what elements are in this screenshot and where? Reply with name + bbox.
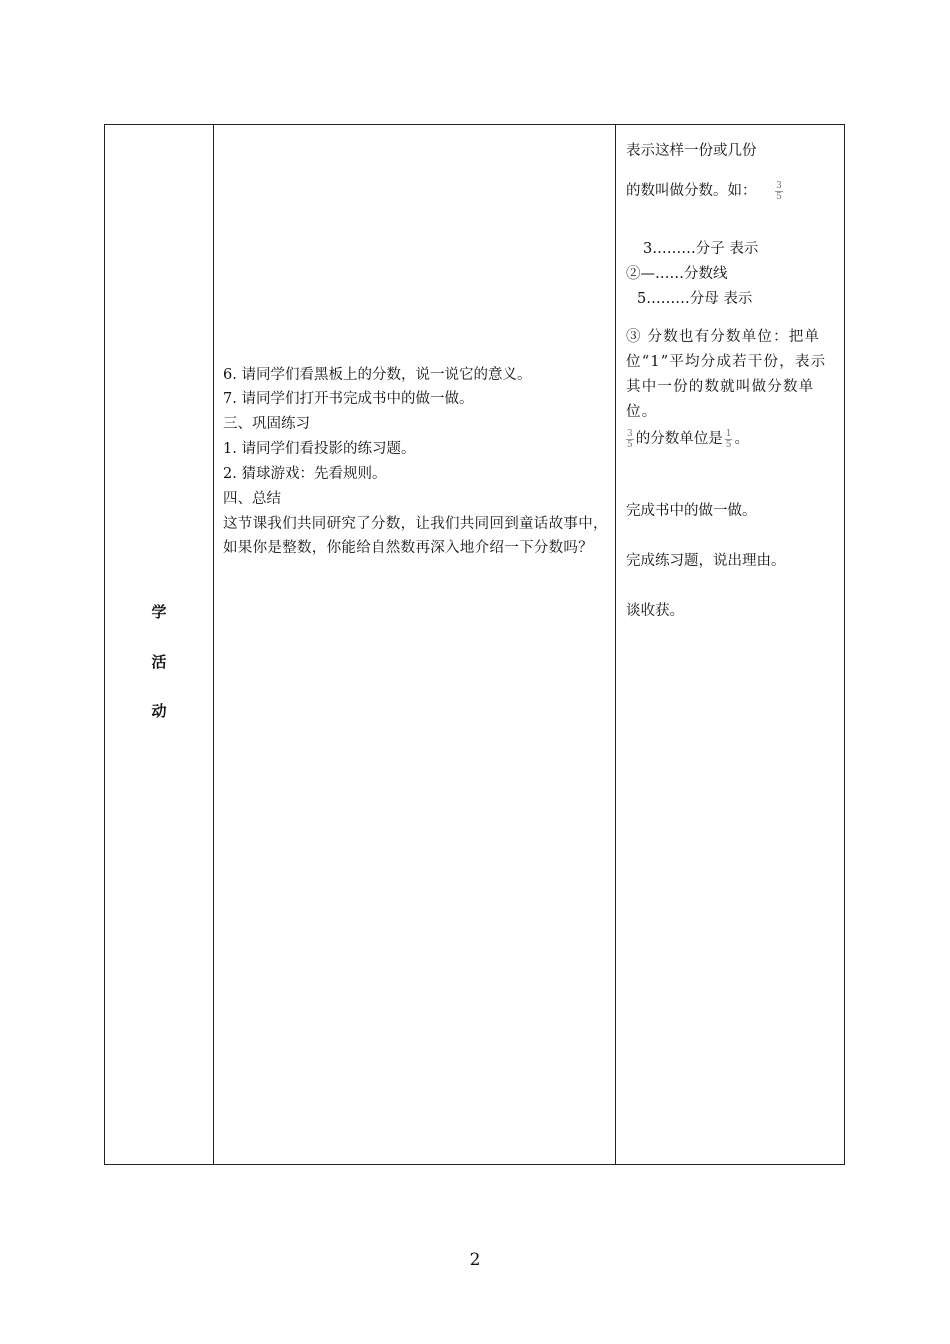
section-heading: 三、巩固练习 [223,416,310,432]
fraction-unit-example [626,427,840,451]
definition-line [626,179,840,203]
activity-label-char: 学 [151,603,167,621]
activity-label-char: 动 [151,702,167,720]
page-number: 2 [469,1250,481,1270]
teacher-step: 2. 猜球游戏：先看规则。 [223,466,387,482]
definition-text: 的数叫做分数。如： [626,183,757,199]
fraction-numerator: 1 [725,428,732,439]
student-task: 完成书中的做一做。 [626,503,757,519]
fraction-numerator: 3 [776,180,782,191]
fraction-denominator: 5 [776,191,782,202]
lesson-plan-table [104,124,845,1165]
column-divider [615,125,616,1164]
column-divider [213,125,214,1164]
teacher-step: 7. 请同学们打开书完成书中的做一做。 [223,391,474,407]
activity-label-char: 活 [151,653,167,671]
teacher-step: 6. 请同学们看黑板上的分数，说一说它的意义。 [223,367,532,383]
example-fraction [775,181,783,202]
fraction-unit-paragraph: ③ 分数也有分数单位：把单位“1”平均分成若干份，表示其中一份的数就叫做分数单位。 [626,329,827,420]
example-fraction [626,429,634,450]
unit-example-end: 。 [734,431,749,447]
fraction-denominator: 5 [627,439,633,450]
numerator-note: 3………分子 表示 [643,241,759,257]
section-heading: 四、总结 [223,491,281,507]
definition-line: 表示这样一份或几份 [626,143,757,159]
unit-example-text: 的分数单位是 [635,431,723,447]
fraction-numerator: 3 [627,428,633,439]
summary-paragraph: 这节课我们共同研究了分数，让我们共同回到童话故事中，如果你是整数，你能给自然数再深入地介绍一下分数吗？ [223,516,608,556]
fraction-denominator: 5 [725,439,732,450]
denominator-note: 5………分母 表示 [637,291,753,307]
fraction-line-note: ②—……分数线 [626,266,728,282]
unit-fraction [725,429,733,450]
student-task: 完成练习题，说出理由。 [626,553,786,569]
student-task: 谈收获。 [626,603,684,619]
teacher-step: 1. 请同学们看投影的练习题。 [223,441,416,457]
